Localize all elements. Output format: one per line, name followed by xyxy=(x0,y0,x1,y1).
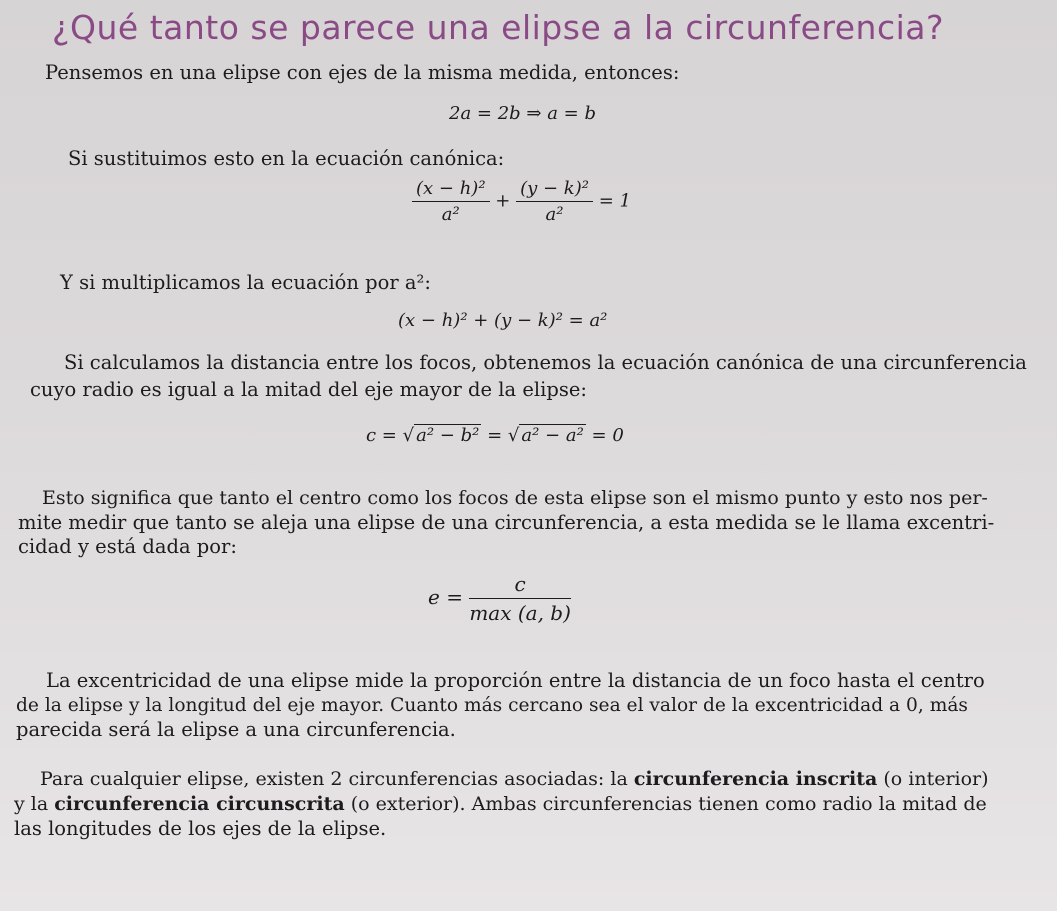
paragraph-multiply: Y si multiplicamos la ecuación por a²: xyxy=(60,271,431,294)
paragraph-meaning-line2: mite medir que tanto se aleja una elipse de una circunferencia, a esta medida se le llama excentri- xyxy=(18,511,995,534)
fraction-x-term: $\frac{\text{(x − h)²}}{\text{a²}}$ xyxy=(412,178,490,225)
equation-canonical-substituted: $\frac{\text{(x − h)²}}{\text{a²}}$ + $\frac{\text{(y − k)²}}{\text{a²}}$ = 1 xyxy=(412,178,631,225)
paragraph-foci-line1: Si calculamos la distancia entre los focos, obtenemos la ecuación canónica de una circunferencia xyxy=(64,351,1027,374)
paragraph-meaning-line1: Esto significa que tanto el centro como los focos de esta elipse son el mismo punto y esto nos per- xyxy=(42,487,988,509)
equation-focal-distance: c = √ a² − b² = √ a² − a² = 0 xyxy=(366,425,624,446)
equation-a-equals-b: 2a = 2b ⇒ a = b xyxy=(449,103,596,124)
fraction-eccentricity: $\frac{c}{\max (a, b)}$ xyxy=(469,572,571,625)
paragraph-substitution: Si sustituimos esto en la ecuación canónica: xyxy=(68,147,505,170)
paragraph-meaning-line3: cidad y está dada por: xyxy=(18,535,237,558)
paragraph-circles-line1: Para cualquier elipse, existen 2 circunferencias asociadas: la circunferencia inscrita (o interior) xyxy=(40,768,989,790)
paragraph-eccentricity-line1: La excentricidad de una elipse mide la proporción entre la distancia de un foco hasta el centro xyxy=(46,669,985,692)
paragraph-eccentricity-line2: de la elipse y la longitud del eje mayor. Cuanto más cercano sea el valor de la excentricidad a 0, más xyxy=(16,695,968,716)
equation-circle: (x − h)² + (y − k)² = a² xyxy=(398,310,608,331)
equation-eccentricity: e = $\frac{c}{\max (a, b)}$ xyxy=(428,572,571,625)
paragraph-foci-line2: cuyo radio es igual a la mitad del eje mayor de la elipse: xyxy=(30,378,587,401)
paragraph-intro: Pensemos en una elipse con ejes de la misma medida, entonces: xyxy=(45,61,680,84)
paragraph-circles-line3: las longitudes de los ejes de la elipse. xyxy=(14,817,387,840)
paragraph-circles-line2: y la circunferencia circunscrita (o exterior). Ambas circunferencias tienen como radio la mitad de xyxy=(14,793,987,815)
fraction-y-term: $\frac{\text{(y − k)²}}{\text{a²}}$ xyxy=(516,178,593,225)
paragraph-eccentricity-line3: parecida será la elipse a una circunferencia. xyxy=(16,718,456,741)
page-title: ¿Qué tanto se parece una elipse a la circunferencia? xyxy=(52,8,944,47)
